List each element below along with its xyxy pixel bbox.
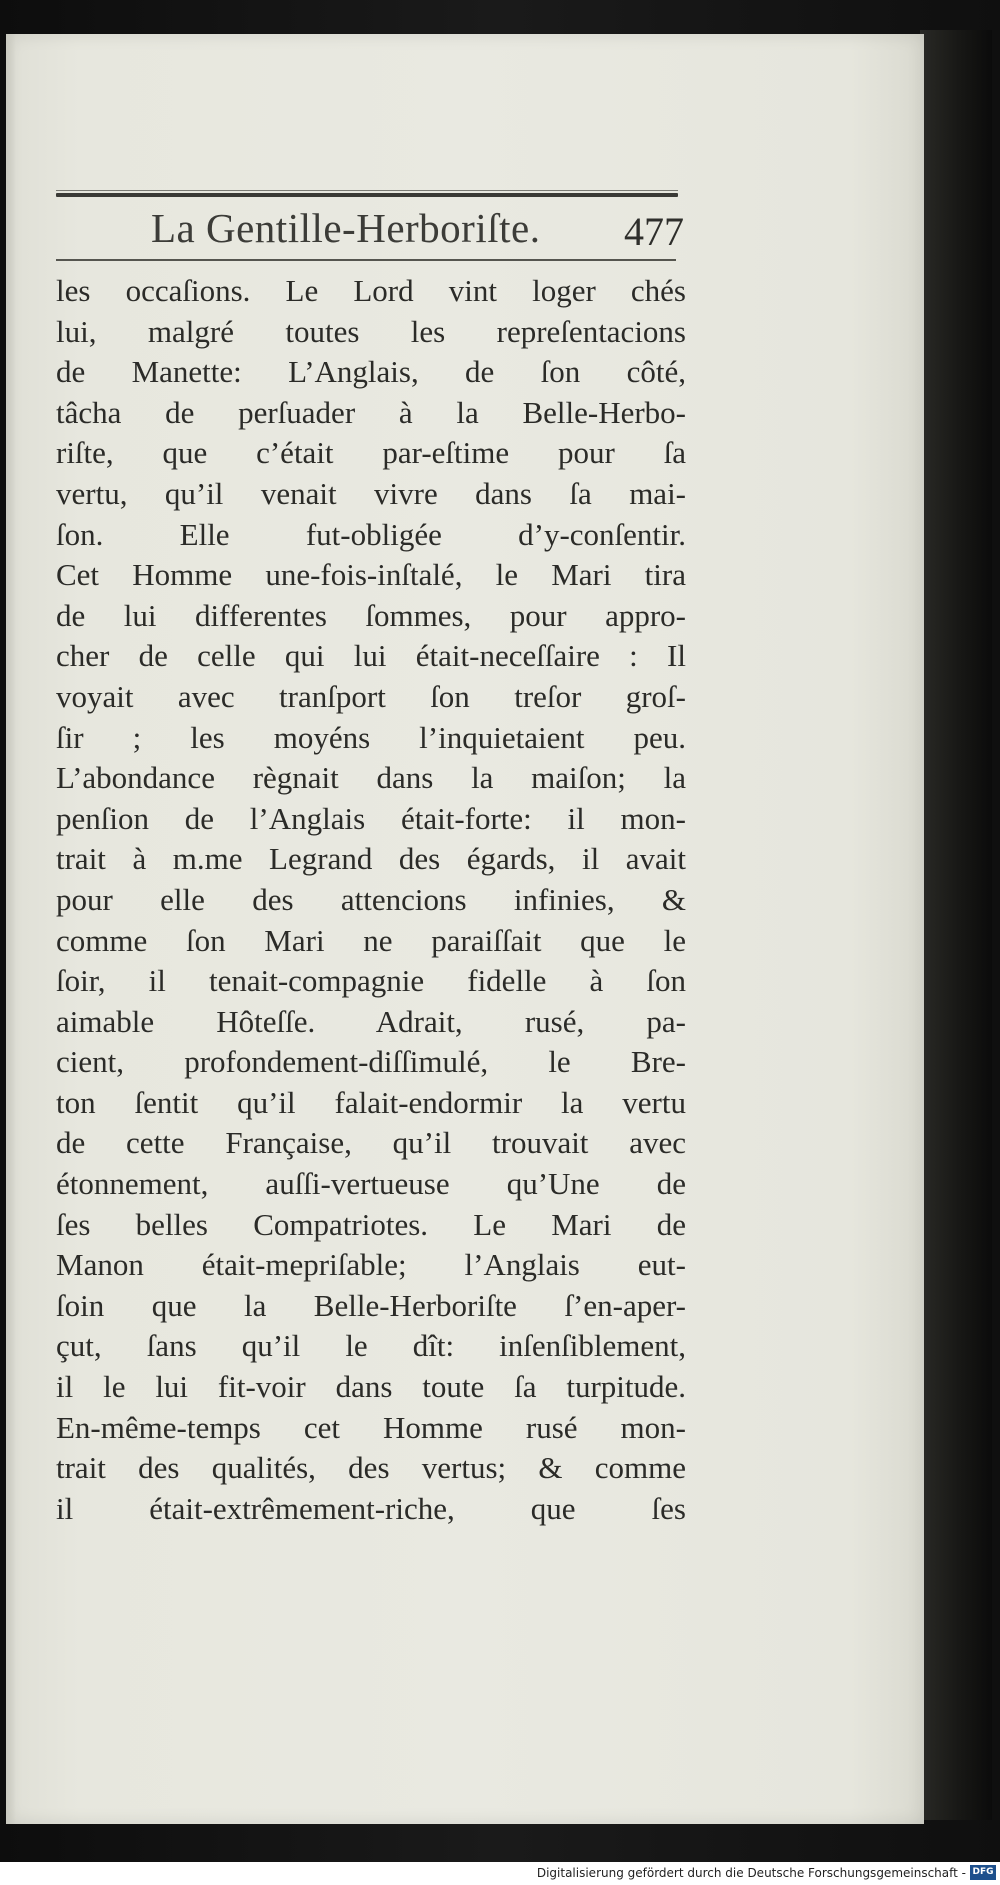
book-edge	[920, 30, 992, 1820]
text-line: ſoir, il tenait-compagnie fidelle à ſon	[56, 963, 686, 999]
text-line: ſes belles Compatriotes. Le Mari de	[56, 1206, 686, 1242]
running-header	[56, 200, 684, 260]
header-rule-thin	[56, 190, 678, 191]
text-line: vertu, qu’il venait vivre dans ſa mai-	[56, 475, 686, 511]
text-line: Cet Homme une-fois-inſtalé, le Mari tira	[56, 557, 686, 593]
text-line: comme ſon Mari ne paraiſſait que le	[56, 922, 686, 958]
text-line: cher de celle qui lui était-neceſſaire : Il	[56, 638, 686, 674]
text-line: ſir ; les moyéns l’inquietaient peu.	[56, 719, 686, 755]
text-line: il le lui fit-voir dans toute ſa turpitude.	[56, 1369, 686, 1405]
text-line: riſte, que c’était par-eſtime pour ſa	[56, 435, 686, 471]
text-line: tâcha de perſuader à la Belle-Herbo-	[56, 394, 686, 430]
text-line: de cette Française, qu’il trouvait avec	[56, 1125, 686, 1161]
dfg-logo: DFG	[970, 1865, 996, 1880]
text-line: ſon. Elle fut-obligée d’y-conſentir.	[56, 516, 686, 552]
text-line: çut, ſans qu’il le dît: inſenſiblement,	[56, 1328, 686, 1364]
text-line: il était-extrêmement-riche, que ſes	[56, 1490, 686, 1526]
text-line: de Manette: L’Anglais, de ſon côté,	[56, 354, 686, 390]
text-line: trait à m.me Legrand des égards, il avait	[56, 841, 686, 877]
text-line: Manon était-mepriſable; l’Anglais eut-	[56, 1247, 686, 1283]
page-number: 477	[624, 209, 684, 254]
text-line: En-même-temps cet Homme rusé mon-	[56, 1409, 686, 1445]
text-line: étonnement, auſſi-vertueuse qu’Une de	[56, 1166, 686, 1202]
text-line: cient, profondement-diſſimulé, le Bre-	[56, 1044, 686, 1080]
text-line: aimable Hôteſſe. Adrait, rusé, pa-	[56, 1003, 686, 1039]
text-line: les occaſions. Le Lord vint loger chés	[56, 273, 686, 308]
body-text	[56, 271, 686, 1529]
text-line: L’abondance règnait dans la maiſon; la	[56, 760, 686, 796]
text-line: pour elle des attencions infinies, &	[56, 881, 686, 917]
header-rule-top	[56, 193, 678, 197]
text-line: ſoin que la Belle-Herboriſte ſ’en-aper-	[56, 1287, 686, 1323]
text-line: ton ſentit qu’il falait-endormir la vertu	[56, 1084, 686, 1120]
header-rule-bottom	[56, 259, 676, 261]
text-line: voyait avec tranſport ſon treſor groſ-	[56, 678, 686, 714]
text-line: lui, malgré toutes les repreſentacions	[56, 313, 686, 349]
running-title: La Gentille-Herboriſte.	[151, 205, 541, 251]
text-line: trait des qualités, des vertus; & comme	[56, 1450, 686, 1486]
digitization-credit: Digitalisierung gefördert durch die Deutsche Forschungsgemeinschaft -	[536, 1866, 966, 1880]
text-line: penſion de l’Anglais était-forte: il mon-	[56, 800, 686, 836]
text-line: de lui differentes ſommes, pour appro-	[56, 597, 686, 633]
